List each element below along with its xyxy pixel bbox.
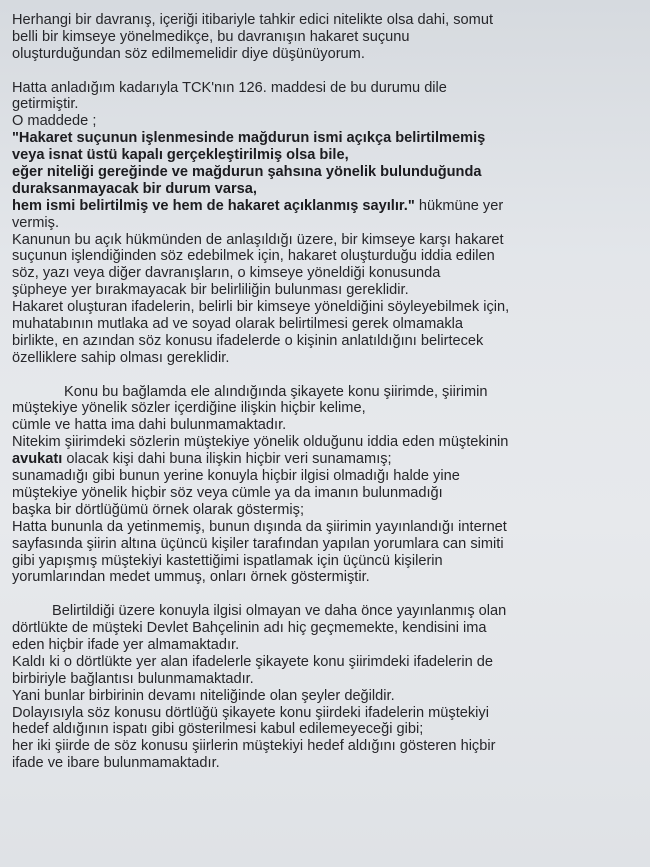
text-line: Herhangi bir davranış, içeriği itibariyle tahkir edici nitelikte olsa dahi, somut [12,12,494,28]
text-line: müştekiye yönelik sözler içerdiğine ilişkin hiçbir kelime, [12,400,366,417]
text-line: Belirtildiği üzere konuyla ilgisi olmayan ve daha önce yayınlanmış olan [52,603,507,620]
text-line: yorumlarından medet ummuş, onları örnek göstermiştir. [12,569,370,586]
text-line: gibi yapışmış müştekiyi kastettiğimi ispatlamak için üçüncü kişilerin [12,552,443,569]
text-line: şüpheye yer bırakmayacak bir belirliliğin bulunması gereklidir. [12,282,409,299]
text-line: ifade ve ibare bulunmamaktadır. [12,755,220,772]
paragraph-3 [12,232,632,367]
text-line: Hakaret oluşturan ifadelerin, belirli bir kimseye yöneldiğini söyleyebilmek için, [12,299,510,316]
text-line: söz, yazı veya diğer davranışların, o kimseye yöneldiği konusunda [12,265,441,282]
text-line: Hatta bununla da yetinmemiş, bunun dışında da şiirimin yayınlandığı internet [12,518,507,535]
text-line: avukatı olacak kişi dahi buna ilişkin hiçbir veri sunamamış; [12,451,392,468]
text-line: Dolayısıyla söz konusu dörtlüğü şikayete konu şiirdeki ifadelerin müştekiyi [12,704,489,721]
text-line: Konu bu bağlamda ele alındığında şikayete konu şiirimde, şiirimin [64,383,488,400]
quote-line: veya isnat üstü kapalı gerçekleştirilmiş olsa bile, [12,147,349,164]
text-line: başka bir dörtlüğümü örnek olarak göstermiş; [12,501,305,518]
text-line: Kaldı ki o dörtlükte yer alan ifadelerle şikayete konu şiirimdeki ifadelerin de [12,653,494,670]
quote-line: hem ismi belirtilmiş ve hem de hakaret açıklanmış sayılır." hükmüne yer [12,197,504,214]
text-line: suçunun işlendiğinden söz edebilmek için, hakaret oluşturduğu iddia edilen [12,248,495,265]
paragraph-1 [12,12,632,63]
text-line: oluşturduğundan söz edilmemelidir diye düşünüyorum. [12,45,365,62]
text-line: Yani bunlar birbirinin devamı niteliğinde olan şeyler değildir. [12,687,395,704]
paragraph-2 [12,80,632,131]
text-line: vermiş. [12,214,60,231]
text-line: cümle ve hatta ima dahi bulunmamaktadır. [12,417,287,434]
law-quote [12,130,632,231]
text-line: hedef aldığının ispatı gibi gösterilmesi kabul edilemeyeceği gibi; [12,721,424,738]
text-line: her iki şiirde de söz konusu şiirlerin müştekiyi hedef aldığını gösteren hiçbir [12,738,496,755]
text-line: müştekiye yönelik hiçbir söz veya cümle ya da imanın bulunmadığı [12,484,443,501]
text-line: dörtlükte de müşteki Devlet Bahçelinin adı hiç geçmemekte, kendisini ima [12,620,487,637]
text-line: belli bir kimseye yönelmedikçe, bu davranışın hakaret suçunu [12,28,410,45]
text-line: Hatta anladığım kadarıyla TCK'nın 126. maddesi de bu durumu dile [12,79,447,96]
text-line: özelliklere sahip olması gereklidir. [12,349,230,366]
text-line: O maddede ; [12,113,97,130]
text-line: Kanunun bu açık hükmünden de anlaşıldığı üzere, bir kimseye karşı hakaret [12,231,504,248]
text-line: Nitekim şiirimdeki sözlerin müştekiye yönelik olduğunu iddia eden müştekinin [12,434,509,451]
text-line: sunamadığı gibi bunun yerine konuyla hiçbir ilgisi olmadığı halde yine [12,468,460,485]
quote-line: duraksanmayacak bir durum varsa, [12,180,257,197]
text-line: getirmiştir. [12,96,79,113]
quote-line: "Hakaret suçunun işlenmesinde mağdurun ismi açıkça belirtilmemiş [12,130,486,147]
paragraph-5 [12,603,632,772]
text-line: sayfasında şiirin altına üçüncü kişiler tarafından yapılan yorumlara can simiti [12,535,504,552]
text-line: muhatabının mutlaka ad ve soyad olarak belirtilmesi gerek olmamakla [12,316,464,333]
text-line: birlikte, en azından söz konusu ifadelerde o kişinin anlatıldığını belirtecek [12,332,484,349]
quote-tail: hükmüne yer [414,197,504,214]
quote-line: eğer niteliği gereğinde ve mağdurun şahsına yönelik bulunduğunda [12,164,482,181]
text-line: birbiriyle bağlantısı bulunmamaktadır. [12,670,254,687]
text-line: eden hiçbir ifade yer almamaktadır. [12,636,240,653]
paragraph-4 [12,384,632,587]
